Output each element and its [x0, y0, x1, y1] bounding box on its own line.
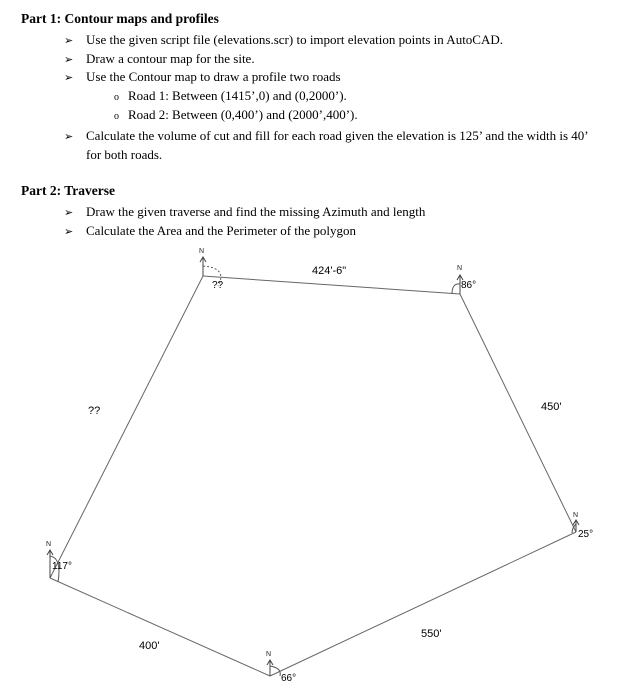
angle-arc-top-right	[452, 284, 460, 294]
north-label-top-right: N	[457, 265, 463, 272]
part1-subitem-2-text: Road 2: Between (0,400’) and (2000’,400’).	[128, 107, 358, 122]
part2-item-2-text: Calculate the Area and the Perimeter of the polygon	[86, 223, 357, 238]
north-label-right: N	[573, 512, 579, 519]
angle-label-left: 117°	[52, 561, 72, 572]
part1-item-1-text: Use the given script file (elevations.scr) to import elevation points in AutoCAD.	[86, 32, 504, 47]
angle-label-top-right: 86°	[461, 280, 477, 291]
length-label-left: ??	[88, 405, 101, 417]
part1-item-4-continued: for both roads.	[86, 147, 163, 162]
part1-title: Part 1: Contour maps and profiles	[21, 11, 219, 26]
angle-label-bottom: 66°	[281, 673, 297, 684]
arrow-bullet-icon: ➢	[64, 72, 74, 84]
length-label-bottom-left: 400'	[139, 640, 160, 652]
arrow-bullet-icon: ➢	[64, 35, 74, 47]
edge-bottom-left	[50, 578, 270, 676]
traverse-polygon	[50, 276, 579, 676]
arrow-bullet-icon: ➢	[64, 131, 74, 143]
part1-subitem-1-text: Road 1: Between (1415’,0) and (0,2000’).	[128, 88, 347, 103]
angle-arc-bottom	[270, 666, 280, 676]
angle-label-right: 25°	[578, 529, 594, 540]
north-label-top-left: N	[199, 248, 205, 255]
part2-item-1-text: Draw the given traverse and find the missing Azimuth and length	[86, 204, 426, 219]
circle-bullet-icon: o	[114, 111, 119, 122]
arrow-bullet-icon: ➢	[64, 54, 74, 66]
part2-title: Part 2: Traverse	[21, 183, 115, 198]
edge-left	[50, 276, 203, 578]
angle-label-top-left: ??	[212, 280, 224, 291]
part1-item-4-text: Calculate the volume of cut and fill for each road given the elevation is 125’ and the width is 40’	[86, 128, 589, 143]
edge-right	[460, 294, 579, 532]
edge-bottom-right	[270, 532, 576, 676]
circle-bullet-icon: o	[114, 92, 119, 103]
north-arrow-bottom	[267, 660, 273, 676]
north-label-left: N	[46, 541, 52, 548]
arrow-bullet-icon: ➢	[64, 226, 74, 238]
arrow-bullet-icon: ➢	[64, 207, 74, 219]
edge-top	[203, 276, 460, 294]
length-label-right: 450'	[541, 401, 562, 413]
length-label-bottom-right: 550'	[421, 628, 442, 640]
part1-item-2-text: Draw a contour map for the site.	[86, 51, 255, 66]
north-label-bottom: N	[266, 651, 272, 658]
length-label-top: 424'-6"	[312, 265, 347, 277]
part1-item-3-text: Use the Contour map to draw a profile two roads	[86, 69, 341, 84]
